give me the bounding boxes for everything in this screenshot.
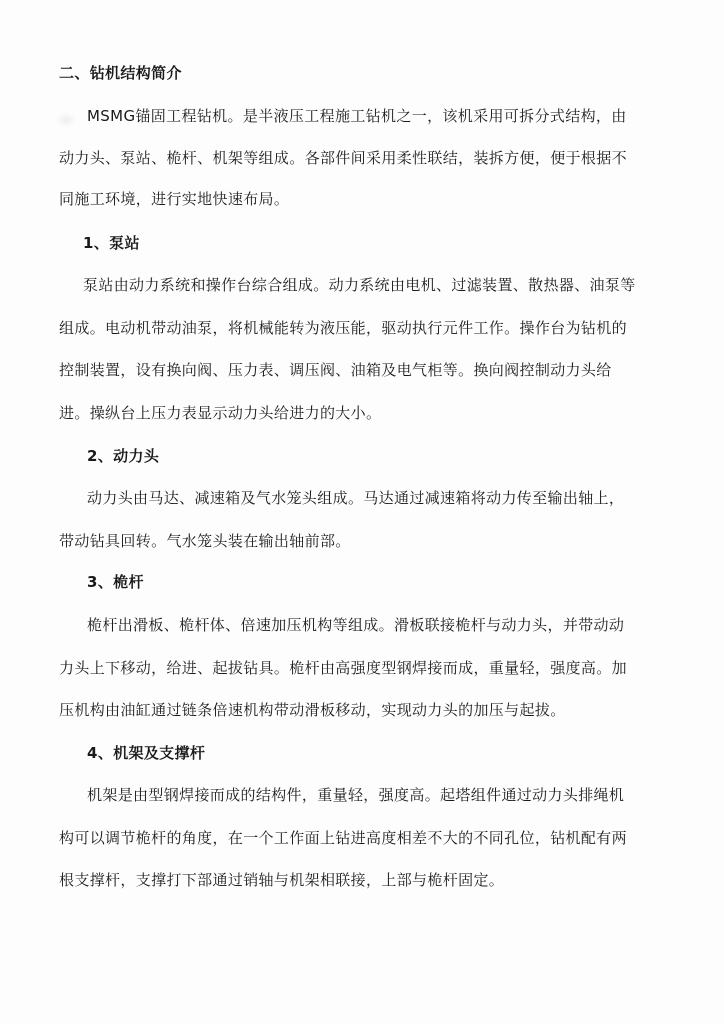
section-title: 二、钻机结构简介 <box>59 64 182 82</box>
frame-line-1: 机架是由型钢焊接而成的结构件，重量轻，强度高。起塔组件通过动力头排绳机 <box>87 786 625 804</box>
pump-station-line-2: 组成。电动机带动油泵，将机械能转为液压能，驱动执行元件工作。操作台为钻机的 <box>59 319 627 337</box>
intro-line-3: 同施工环境，进行实地快速布局。 <box>59 190 290 208</box>
subsection-heading-pump-station: 1、泵站 <box>83 234 140 252</box>
intro-line-1: MSMG锚固工程钻机。是半液压工程施工钻机之一，该机采用可拆分式结构，由 <box>87 107 627 125</box>
mast-line-2: 力头上下移动，给进、起拔钻具。桅杆由高强度型钢焊接而成，重量轻，强度高。加 <box>59 659 627 677</box>
mast-line-1: 桅杆出滑板、桅杆体、倍速加压机构等组成。滑板联接桅杆与动力头，并带动动 <box>87 616 625 634</box>
intro-line-2: 动力头、泵站、桅杆、机架等组成。各部件间采用柔性联结，装拆方便，便于根据不 <box>59 149 627 167</box>
pump-station-line-3: 控制装置，设有换向阀、压力表、调压阀、油箱及电气柜等。换向阀控制动力头给 <box>59 361 612 379</box>
pump-station-line-1: 泵站由动力系统和操作台综合组成。动力系统由电机、过滤装置、散热器、油泵等 <box>83 276 636 294</box>
subsection-heading-mast: 3、桅杆 <box>87 573 144 591</box>
power-head-line-1: 动力头由马达、减速箱及气水笼头组成。马达通过减速箱将动力传至输出轴上， <box>87 489 625 507</box>
pump-station-line-4: 进。操纵台上压力表显示动力头给进力的大小。 <box>59 404 382 422</box>
subsection-heading-power-head: 2、动力头 <box>87 447 160 465</box>
frame-line-2: 构可以调节桅杆的角度，在一个工作面上钻进高度相差不大的不同孔位，钻机配有两 <box>59 829 627 847</box>
power-head-line-2: 带动钻具回转。气水笼头装在输出轴前部。 <box>59 532 351 550</box>
mast-line-3: 压机构由油缸通过链条倍速机构带动滑板移动，实现动力头的加压与起拔。 <box>59 701 566 719</box>
frame-line-3: 根支撑杆，支撑打下部通过销轴与机架相联接，上部与桅杆固定。 <box>59 871 505 889</box>
scan-smudge <box>55 112 77 128</box>
subsection-heading-frame: 4、机架及支撑杆 <box>87 744 206 762</box>
